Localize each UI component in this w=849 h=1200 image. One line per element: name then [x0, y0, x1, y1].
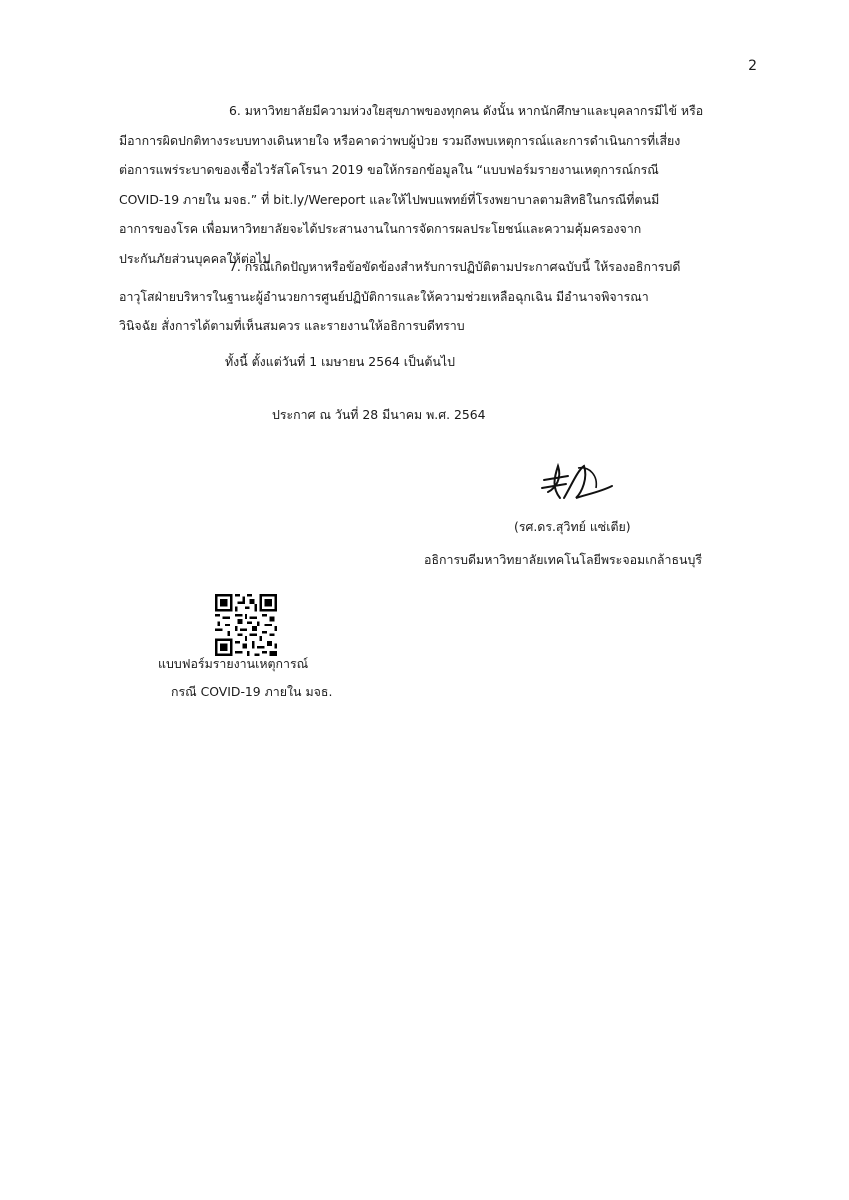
- page-number: 2: [748, 58, 757, 74]
- signature-image: [538, 458, 626, 506]
- clause-7-line: 7. กรณีเกิดปัญหาหรือข้อขัดข้องสำหรับการปฏิบัติตามประกาศฉบับนี้ ให้รองอธิการบดี: [229, 259, 681, 274]
- clause-6-line: มีอาการผิดปกติทางระบบทางเดินหายใจ หรือคาดว่าพบผู้ป่วย รวมถึงพบเหตุการณ์และการดำเนินการที่เสี่ยง: [119, 132, 681, 148]
- clause-7-line: วินิจฉัย สั่งการได้ตามที่เห็นสมควร และรายงานให้อธิการบดีทราบ: [119, 318, 465, 333]
- clause-7-line: อาวุโสฝ่ายบริหารในฐานะผู้อำนวยการศูนย์ปฏิบัติการและให้ความช่วยเหลือฉุกเฉิน มีอำนาจพิจารณา: [119, 288, 649, 304]
- effective-date: ทั้งนี้ ตั้งแต่วันที่ 1 เมษายน 2564 เป็นต้นไป: [225, 354, 455, 369]
- qr-code-image[interactable]: [215, 594, 277, 656]
- qr-caption-line-2: กรณี COVID-19 ภายใน มจธ.: [171, 684, 333, 699]
- clause-6: [119, 96, 771, 273]
- clause-6-line: 6. มหาวิทยาลัยมีความห่วงใยสุขภาพของทุกคน ดังนั้น หากนักศึกษาและบุคลากรมีไข้ หรือ: [229, 103, 704, 118]
- clause-6-line: ประกันภัยส่วนบุคคลให้ต่อไป: [119, 250, 271, 266]
- clause-6-line: อาการของโรค เพื่อมหาวิทยาลัยจะได้ประสานงานในการจัดการผลประโยชน์และความคุ้มครองจาก: [119, 221, 642, 236]
- clause-7: [119, 252, 771, 341]
- clause-6-line: COVID-19 ภายใน มจธ.” ที่ bit.ly/Wereport และให้ไปพบแพทย์ที่โรงพยาบาลตามสิทธิในกรณีที่ตนมี: [119, 191, 660, 207]
- signer-name: (รศ.ดร.สุวิทย์ แซ่เตีย): [514, 519, 631, 534]
- signer-title: อธิการบดีมหาวิทยาลัยเทคโนโลยีพระจอมเกล้าธนบุรี: [424, 552, 703, 567]
- qr-caption-line-1: แบบฟอร์มรายงานเหตุการณ์: [158, 656, 309, 671]
- announcement-date: ประกาศ ณ วันที่ 28 มีนาคม พ.ศ. 2564: [272, 407, 486, 422]
- clause-6-line: ต่อการแพร่ระบาดของเชื้อไวรัสโคโรนา 2019 ขอให้กรอกข้อมูลใน “แบบฟอร์มรายงานเหตุการณ์กรณี: [119, 162, 659, 177]
